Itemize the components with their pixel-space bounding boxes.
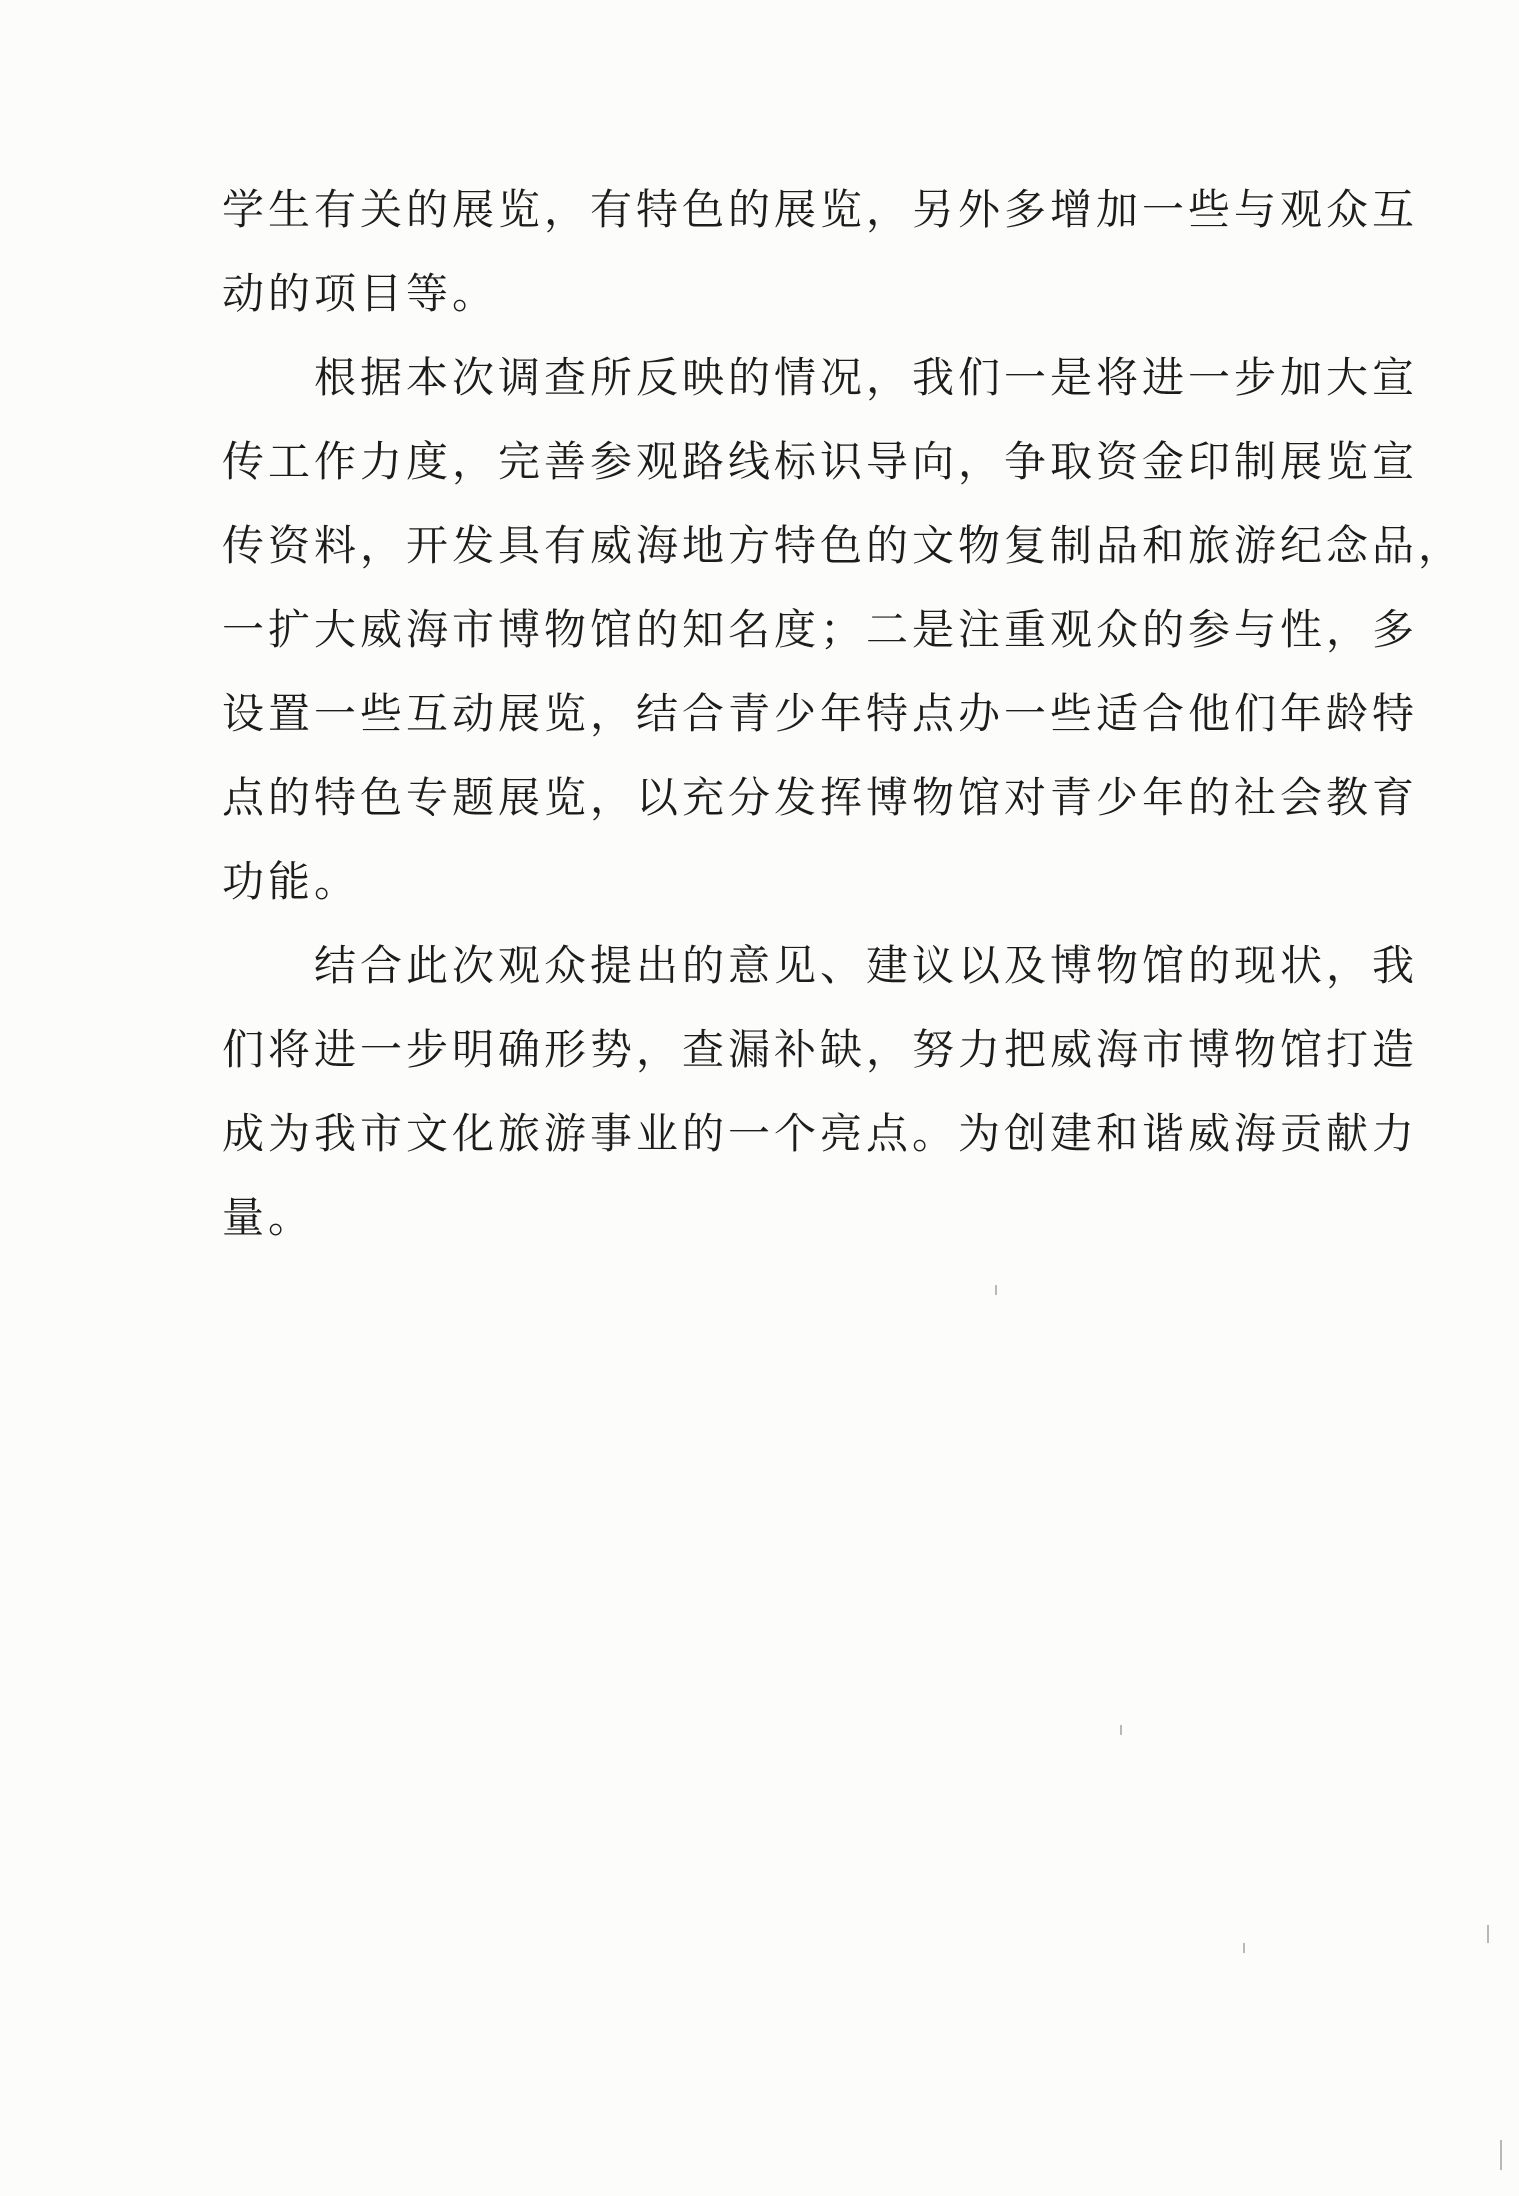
paragraph-3	[222, 924, 1419, 1260]
paragraph-2	[222, 336, 1465, 924]
text-line: 传资料，开发具有威海地方特色的文物复制品和旅游纪念品，	[222, 521, 1465, 570]
text-line: 动的项目等。	[222, 269, 499, 318]
scan-speck	[1120, 1725, 1122, 1735]
scan-speck	[1243, 1943, 1245, 1953]
text-line: 结合此次观众提出的意见、建议以及博物馆的现状，我	[222, 941, 1419, 990]
paragraph-1	[222, 168, 1419, 336]
scan-speck	[1487, 1925, 1489, 1943]
document-body	[222, 168, 1465, 1260]
text-line: 设置一些互动展览，结合青少年特点办一些适合他们年龄特	[222, 689, 1419, 738]
text-line: 根据本次调查所反映的情况，我们一是将进一步加大宣	[222, 353, 1419, 402]
text-line: 一扩大威海市博物馆的知名度；二是注重观众的参与性，多	[222, 605, 1419, 654]
text-line: 量。	[222, 1193, 315, 1242]
text-line: 成为我市文化旅游事业的一个亮点。为创建和谐威海贡献力	[222, 1109, 1419, 1158]
text-line: 学生有关的展览，有特色的展览，另外多增加一些与观众互	[222, 185, 1419, 234]
text-line: 传工作力度，完善参观路线标识导向，争取资金印制展览宣	[222, 437, 1419, 486]
text-line: 点的特色专题展览，以充分发挥博物馆对青少年的社会教育	[222, 773, 1419, 822]
scan-speck	[1500, 2140, 1502, 2170]
scan-speck	[995, 1285, 997, 1295]
text-line: 们将进一步明确形势，查漏补缺，努力把威海市博物馆打造	[222, 1025, 1419, 1074]
text-line: 功能。	[222, 857, 361, 906]
